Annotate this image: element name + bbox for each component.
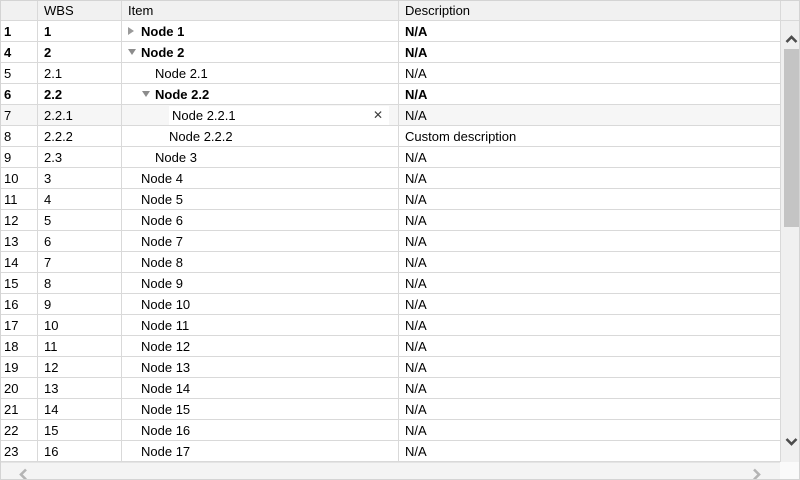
description-cell: N/A (399, 294, 780, 315)
wbs-cell: 5 (38, 210, 122, 231)
description-cell: N/A (399, 21, 780, 42)
item-label: Node 4 (141, 170, 183, 186)
row-id-cell: 9 (0, 147, 38, 168)
item-label: Node 17 (141, 443, 191, 459)
item-label: Node 11 (141, 317, 190, 333)
description-cell: N/A (399, 189, 780, 210)
column-header-row (0, 0, 780, 21)
row-id-cell: 4 (0, 42, 38, 63)
description-cell: N/A (399, 252, 780, 273)
wbs-cell: 2.3 (38, 147, 122, 168)
wbs-cell: 15 (38, 420, 122, 441)
header-scrollbar-corner (780, 0, 800, 21)
item-cell (122, 21, 399, 42)
tree-indent (128, 157, 142, 158)
wbs-cell: 7 (38, 252, 122, 273)
wbs-cell: 13 (38, 378, 122, 399)
item-cell (122, 168, 399, 189)
item-label: Node 9 (141, 275, 183, 291)
item-label: Node 1 (141, 23, 185, 39)
triangle-down-icon (142, 91, 150, 97)
row-id-cell: 14 (0, 252, 38, 273)
item-label: Node 10 (141, 296, 191, 312)
wbs-cell: 2.2.1 (38, 105, 122, 126)
row-id-cell: 17 (0, 315, 38, 336)
item-label: Node 2.1 (155, 65, 208, 81)
row-id-cell: 5 (0, 63, 38, 84)
table-row[interactable] (0, 189, 780, 210)
description-cell: N/A (399, 441, 780, 462)
table-row[interactable] (0, 126, 780, 147)
description-cell: N/A (399, 420, 780, 441)
item-cell (122, 420, 399, 441)
table-row[interactable] (0, 399, 780, 420)
scroll-down-icon[interactable] (785, 437, 798, 446)
item-label: Node 7 (141, 233, 183, 249)
table-row[interactable] (0, 42, 780, 63)
item-cell (122, 84, 399, 105)
item-cell (122, 378, 399, 399)
tree-indent (128, 136, 156, 137)
description-cell: N/A (399, 336, 780, 357)
description-cell: N/A (399, 231, 780, 252)
row-id-cell: 8 (0, 126, 38, 147)
description-cell: N/A (399, 63, 780, 84)
item-editor-input[interactable] (169, 106, 367, 125)
item-cell (122, 294, 399, 315)
table-row[interactable] (0, 84, 780, 105)
vertical-scrollbar[interactable] (780, 21, 800, 462)
description-cell: N/A (399, 399, 780, 420)
item-cell (122, 399, 399, 420)
table-row[interactable] (0, 294, 780, 315)
item-cell (122, 357, 399, 378)
scroll-right-icon[interactable] (752, 468, 761, 480)
item-cell (122, 147, 399, 168)
item-cell (122, 63, 399, 84)
wbs-cell: 14 (38, 399, 122, 420)
wbs-cell: 3 (38, 168, 122, 189)
description-cell: N/A (399, 357, 780, 378)
description-cell: N/A (399, 168, 780, 189)
item-label: Node 12 (141, 338, 191, 354)
table-row[interactable] (0, 168, 780, 189)
item-cell (122, 126, 399, 147)
wbs-cell: 6 (38, 231, 122, 252)
item-cell (122, 231, 399, 252)
item-label: Node 3 (155, 149, 197, 165)
item-label: Node 13 (141, 359, 191, 375)
row-id-cell: 1 (0, 21, 38, 42)
row-id-cell: 21 (0, 399, 38, 420)
expand-arrow-icon[interactable] (142, 91, 155, 97)
wbs-cell: 2.2 (38, 84, 122, 105)
item-label: Node 2.2 (155, 86, 210, 102)
item-cell (122, 210, 399, 231)
table-row[interactable] (0, 378, 780, 399)
description-cell: Custom description (399, 126, 780, 147)
table-row[interactable] (0, 357, 780, 378)
wbs-cell: 2.1 (38, 63, 122, 84)
item-label: Node 15 (141, 401, 191, 417)
wbs-cell: 4 (38, 189, 122, 210)
table-row[interactable] (0, 273, 780, 294)
wbs-cell: 11 (38, 336, 122, 357)
description-cell: N/A (399, 210, 780, 231)
item-cell (122, 42, 399, 63)
item-cell (122, 441, 399, 462)
vertical-scrollbar-thumb[interactable] (784, 49, 799, 227)
item-label: Node 2 (141, 44, 185, 60)
item-cell (122, 189, 399, 210)
table-row[interactable] (0, 231, 780, 252)
row-id-cell: 6 (0, 84, 38, 105)
table-row[interactable] (0, 210, 780, 231)
description-cell: N/A (399, 105, 780, 126)
row-id-cell: 12 (0, 210, 38, 231)
wbs-cell: 8 (38, 273, 122, 294)
row-id-cell: 11 (0, 189, 38, 210)
collapse-arrow-icon[interactable] (128, 27, 141, 35)
scroll-up-icon[interactable] (785, 35, 798, 44)
table-row[interactable] (0, 420, 780, 441)
item-label: Node 2.2.2 (169, 128, 233, 144)
column-header-item: Item (122, 0, 399, 20)
table-row[interactable] (0, 63, 780, 84)
row-id-cell: 16 (0, 294, 38, 315)
clear-icon[interactable]: ✕ (372, 108, 384, 122)
description-cell: N/A (399, 147, 780, 168)
item-label: Node 5 (141, 191, 183, 207)
tree-indent (128, 115, 156, 116)
description-cell: N/A (399, 84, 780, 105)
description-cell: N/A (399, 315, 780, 336)
row-id-cell: 13 (0, 231, 38, 252)
table-row[interactable] (0, 336, 780, 357)
table-row[interactable] (0, 315, 780, 336)
row-id-cell: 15 (0, 273, 38, 294)
expand-arrow-icon[interactable] (128, 49, 141, 55)
item-cell (122, 336, 399, 357)
horizontal-scrollbar[interactable] (0, 462, 780, 480)
wbs-cell: 10 (38, 315, 122, 336)
table-row[interactable] (0, 252, 780, 273)
row-id-cell: 19 (0, 357, 38, 378)
description-cell: N/A (399, 273, 780, 294)
row-id-cell: 20 (0, 378, 38, 399)
row-id-cell: 18 (0, 336, 38, 357)
wbs-cell: 9 (38, 294, 122, 315)
item-cell (122, 105, 399, 126)
table-body (0, 21, 780, 462)
triangle-right-icon (128, 27, 134, 35)
scroll-left-icon[interactable] (19, 468, 28, 480)
scrollbar-corner (780, 462, 800, 480)
item-cell (122, 315, 399, 336)
wbs-cell: 2 (38, 42, 122, 63)
column-header-description: Description (405, 2, 471, 18)
column-header-wbs: WBS (38, 0, 122, 20)
tree-indent (128, 94, 142, 95)
item-label: Node 16 (141, 422, 191, 438)
table-row[interactable] (0, 105, 780, 126)
wbs-cell: 1 (38, 21, 122, 42)
wbs-cell: 12 (38, 357, 122, 378)
wbs-cell: 2.2.2 (38, 126, 122, 147)
table-row[interactable] (0, 21, 780, 42)
table-row[interactable] (0, 147, 780, 168)
triangle-down-icon (128, 49, 136, 55)
item-cell (122, 252, 399, 273)
tree-indent (128, 73, 142, 74)
column-header-rowid (0, 0, 38, 20)
wbs-cell: 16 (38, 441, 122, 462)
item-label: Node 8 (141, 254, 183, 270)
item-label: Node 14 (141, 380, 191, 396)
table-row[interactable] (0, 441, 780, 462)
row-id-cell: 23 (0, 441, 38, 462)
description-cell: N/A (399, 378, 780, 399)
item-cell (122, 273, 399, 294)
item-label: Node 6 (141, 212, 183, 228)
description-cell: N/A (399, 42, 780, 63)
row-id-cell: 7 (0, 105, 38, 126)
row-id-cell: 22 (0, 420, 38, 441)
row-id-cell: 10 (0, 168, 38, 189)
item-editor (169, 106, 389, 125)
